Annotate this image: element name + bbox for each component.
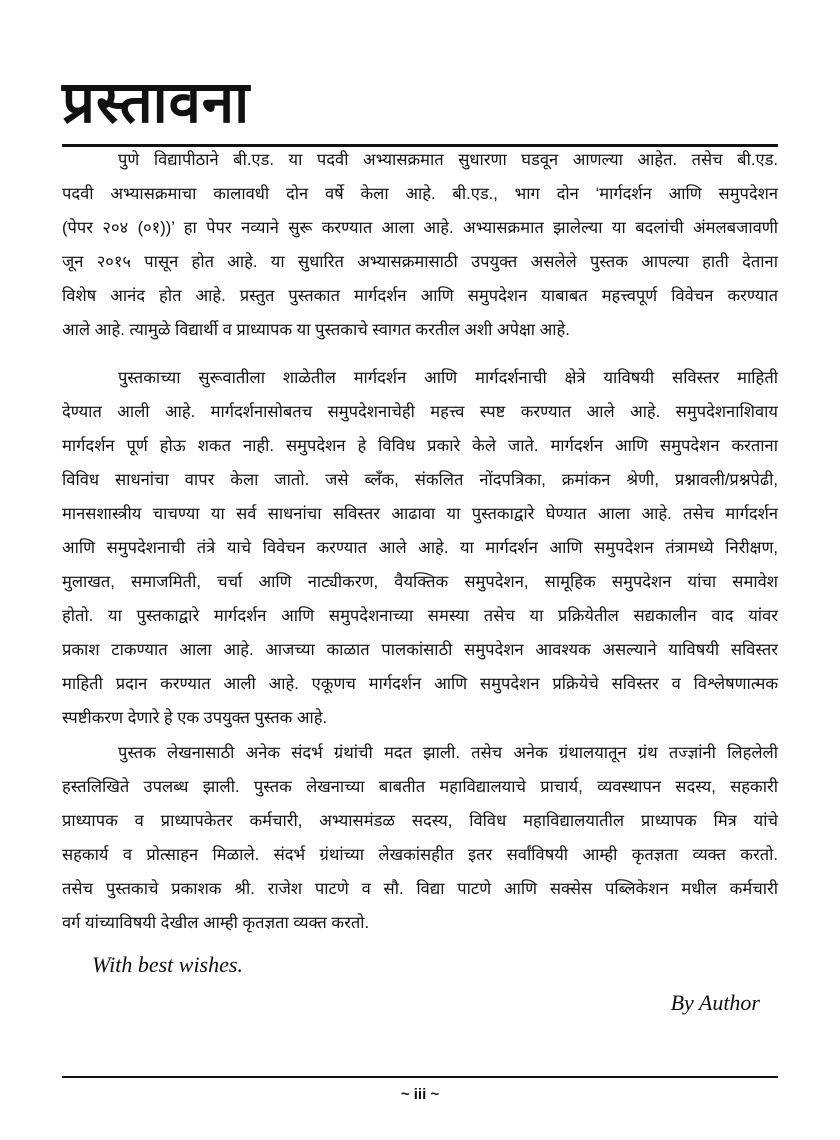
paragraph-line: हस्तलिखिते उपलब्ध झाली. पुस्तक लेखनाच्या बाबतीत महाविद्यालयाचे प्राचार्य, व्यवस्थापन सदस्य, सहकारी — [62, 778, 778, 796]
paragraph-line: मुलाखत, समाजमिती, चर्चा आणि नाट्यीकरण, वैयक्तिक समुपदेशन, सामूहिक समुपदेशन यांचा समावेश — [62, 573, 778, 591]
paragraph-line: पुस्तकाच्या सुरूवातीला शाळेतील मार्गदर्शन आणि मार्गदर्शनाची क्षेत्रे याविषयी सविस्तर माहिती — [118, 369, 778, 387]
paragraph-line: जून २०१५ पासून होत आहे. या सुधारित अभ्यासक्रमासाठी उपयुक्त असलेले पुस्तक आपल्या हाती देताना — [62, 253, 778, 271]
paragraph-line: देण्यात आली आहे. मार्गदर्शनासोबतच समुपदेशनाचेही महत्त्व स्पष्ट करण्यात आले आहे. समुपदेशनाशिवाय — [62, 403, 778, 421]
page-number: ~ iii ~ — [400, 1086, 440, 1103]
paragraph-line: स्पष्टीकरण देणारे हे एक उपयुक्त पुस्तक आहे. — [62, 709, 328, 727]
paragraph-line: विविध साधनांचा वापर केला जातो. जसे ब्लँक, संकलित नोंदपत्रिका, क्रमांकन श्रेणी, प्रश्नावली/प्रश्नपेढी, — [62, 471, 778, 489]
paragraph-line: होतो. या पुस्तकाद्वारे मार्गदर्शन आणि समुपदेशनाच्या समस्या तसेच या प्रक्रियेतील सद्यकालीन वाद यांवर — [62, 607, 778, 625]
paragraph-line: वर्ग यांच्याविषयी देखील आम्ही कृतज्ञता व्यक्त करतो. — [62, 914, 370, 932]
paragraph-line: मानसशास्त्रीय चाचण्या या सर्व साधनांचा सविस्तर आढावा या पुस्तकाद्वारे घेण्यात आला आहे. तसेच मार्गदर्शन — [62, 505, 778, 523]
paragraph-line: तसेच पुस्तकाचे प्रकाशक श्री. राजेश पाटणे व सौ. विद्या पाटणे आणि सक्सेस पब्लिकेशन मधील कर्मचारी — [62, 880, 778, 898]
author-signature: By Author — [670, 990, 760, 1015]
paragraph-line: पुणे विद्यापीठाने बी.एड. या पदवी अभ्यासक्रमात सुधारणा घडवून आणल्या आहेत. तसेच बी.एड. — [118, 151, 778, 169]
paragraph-line: माहिती प्रदान करण्यात आली आहे. एकूणच मार्गदर्शन आणि समुपदेशन प्रक्रियेचे सविस्तर व विश्लेषणात्मक — [62, 675, 778, 693]
page-title: प्रस्तावना — [62, 70, 251, 135]
paragraph-line: सहकार्य व प्रोत्साहन मिळाले. संदर्भ ग्रंथांच्या लेखकांसहीत इतर सर्वांविषयी आम्ही कृतज्ञता व्यक्त करतो. — [62, 846, 778, 864]
paragraph-line: आणि समुपदेशनाची तंत्रे याचे विवेचन करण्यात आले आहे. या मार्गदर्शन आणि समुपदेशन तंत्रामध्ये निरीक्षण, — [62, 539, 778, 557]
paragraph-line: आले आहे. त्यामुळे विद्यार्थी व प्राध्यापक या पुस्तकाचे स्वागत करतील अशी अपेक्षा आहे. — [62, 321, 570, 339]
paragraph-line: प्राध्यापक व प्राध्यापकेतर कर्मचारी, अभ्यासमंडळ सदस्य, विविध महाविद्यालयातील प्राध्यापक मित्र यांचे — [62, 812, 778, 830]
paragraph-line: विशेष आनंद होत आहे. प्रस्तुत पुस्तकात मार्गदर्शन आणि समुपदेशन याबाबत महत्त्वपूर्ण विवेचन करण्यात — [62, 287, 778, 305]
paragraph-2 — [62, 361, 778, 735]
paragraph-1 — [62, 143, 778, 347]
footer-divider — [62, 1076, 778, 1078]
closing-wishes: With best wishes. — [92, 952, 243, 977]
paragraph-line: पुस्तक लेखनासाठी अनेक संदर्भ ग्रंथांची मदत झाली. तसेच अनेक ग्रंथालयातून ग्रंथ तज्ज्ञांनी लिहलेली — [118, 744, 778, 762]
paragraph-3 — [62, 736, 778, 940]
paragraph-line: प्रकाश टाकण्यात आला आहे. आजच्या काळात पालकांसाठी समुपदेशन आवश्यक असल्याने याविषयी सविस्तर — [62, 641, 778, 659]
paragraph-line: पदवी अभ्यासक्रमाचा कालावधी दोन वर्षे केला आहे. बी.एड., भाग दोन ‘मार्गदर्शन आणि समुपदेशन — [62, 185, 778, 203]
paragraph-line: (पेपर २०४ (०१))’ हा पेपर नव्याने सुरू करण्यात आला आहे. अभ्यासक्रमात झालेल्या या बदलांची अंमलबजावणी — [62, 219, 778, 237]
paragraph-line: मार्गदर्शन पूर्ण होऊ शकत नाही. समुपदेशन हे विविध प्रकारे केले जाते. मार्गदर्शन आणि समुपदेशन करताना — [62, 437, 778, 455]
